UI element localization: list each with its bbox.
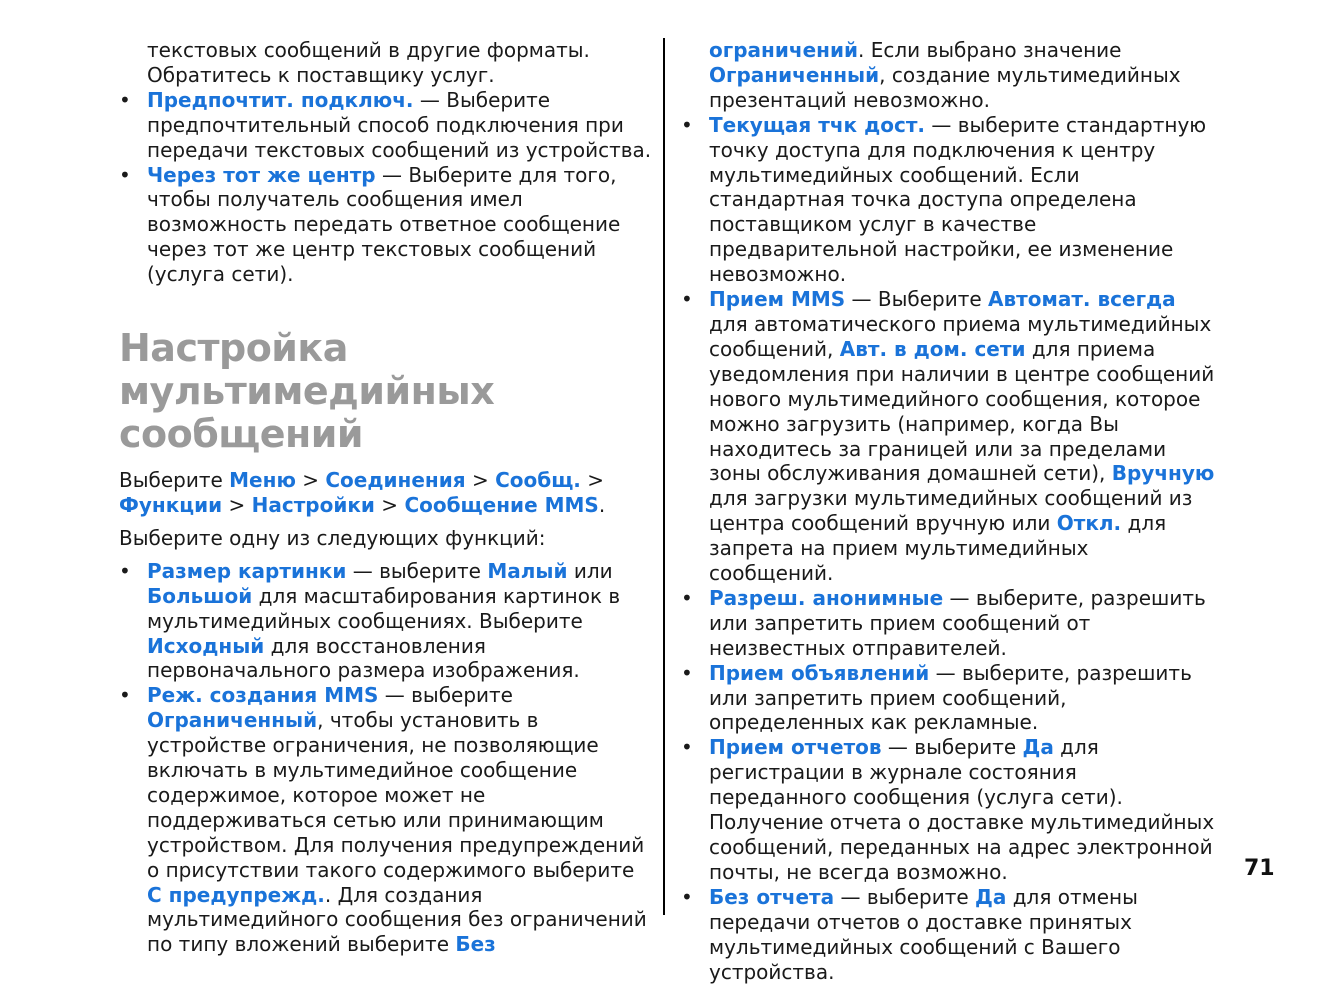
- option-description: . Для создания мультимедийного сообщения без ограничений по типу вложений выберите: [147, 882, 647, 957]
- option-term: Без отчета: [709, 884, 835, 909]
- option-value: Большой: [147, 583, 253, 608]
- option-description: для загрузки мультимедийных сообщений из центра сообщений вручную или: [709, 486, 1193, 536]
- intro-text: Выберите одну из следующих функций:: [119, 525, 546, 550]
- path-separator: >: [465, 468, 496, 493]
- option-description: — выберите стандартную точку доступа для подключения к центру мультимедийных сообщений. Если стандартная точка доступа определена поставщиком услуг в качестве предварительной настройки, ее изменение невозможно.: [709, 112, 1207, 287]
- option-value: Автомат. всегда: [988, 287, 1176, 312]
- path-separator: >: [222, 492, 252, 517]
- list-item: [119, 88, 654, 163]
- option-description: для восстановления первоначального размера изображения.: [147, 633, 580, 683]
- page-number: 71: [1244, 856, 1275, 881]
- option-term: Реж. создания MMS: [147, 683, 379, 708]
- list-item: [681, 885, 1216, 984]
- option-value: Ограниченный: [147, 708, 318, 733]
- option-description: для запрета на прием мультимедийных сообщений.: [709, 511, 1167, 586]
- option-description: для отмены передачи отчетов о доставке принятых мультимедийных сообщений с Вашего устройства.: [709, 884, 1138, 984]
- list-item: [681, 661, 1216, 736]
- option-term: Прием MMS: [709, 287, 846, 312]
- continuation-text: текстовых сообщений в другие форматы. Обратитесь к поставщику услуг.: [147, 38, 590, 87]
- option-description: , чтобы установить в устройстве ограничения, не позволяющие включать в мультимедийное сообщение содержимое, которое может не поддерживаться сетью или принимающим устройством. Для получения предупреждений о присутствии такого содержимого выберите: [147, 708, 645, 882]
- menu-path: [119, 468, 654, 518]
- option-term: Через тот же центр: [147, 162, 376, 187]
- option-description: — выберите: [881, 735, 1023, 760]
- path-item-messages: Сообщ.: [495, 468, 581, 493]
- mms-settings-list: [119, 559, 654, 958]
- option-description: для приема уведомления при наличии в центре сообщений нового мультимедийного сообщения, которое можно загрузить (например, когда Вы находитесь за границей или за пределами зоны обслуживания домашней сети),: [709, 336, 1215, 486]
- option-description: — выберите, разрешить или запретить прием сообщений от неизвестных отправителей.: [709, 585, 1206, 660]
- path-prefix: Выберите: [119, 468, 230, 493]
- path-item-connections: Соединения: [325, 468, 466, 493]
- option-description: для регистрации в журнале состояния переданного сообщения (услуга сети). Получение отчета о доставке мультимедийных сообщений, переданных на адрес электронной почты, не всегда возможно.: [709, 735, 1215, 884]
- list-item: [681, 586, 1216, 661]
- option-description: — выберите: [346, 558, 488, 583]
- path-suffix: .: [598, 492, 606, 517]
- path-separator: >: [295, 468, 326, 493]
- option-description: или: [567, 558, 613, 583]
- list-item: [681, 113, 1216, 287]
- option-value: Исходный: [147, 633, 265, 658]
- option-value: ограничений: [709, 38, 858, 62]
- section-heading: Настройка мультимедийных сообщений: [119, 326, 495, 457]
- path-item-settings: Настройки: [251, 492, 375, 517]
- option-value: Вручную: [1111, 461, 1215, 486]
- option-term: Прием объявлений: [709, 660, 930, 685]
- column-divider: [663, 38, 665, 915]
- path-item-menu: Меню: [229, 468, 296, 493]
- option-value: Малый: [487, 558, 568, 583]
- top-bullet-list: [119, 88, 654, 287]
- path-separator: >: [580, 468, 605, 493]
- option-value: Откл.: [1056, 511, 1122, 536]
- list-item: [681, 735, 1216, 884]
- list-item: [119, 163, 654, 288]
- option-description: , создание мультимедийных презентаций невозможно.: [709, 62, 1181, 112]
- option-term: Предпочтит. подключ.: [147, 87, 414, 112]
- option-term: Текущая тчк дост.: [709, 112, 926, 137]
- option-description: . Если выбрано значение: [857, 38, 1122, 62]
- right-column: [681, 38, 1216, 984]
- option-term: Прием отчетов: [709, 735, 882, 760]
- option-value: Без: [455, 932, 496, 957]
- list-item: [119, 683, 654, 957]
- option-value: Да: [1022, 735, 1054, 760]
- option-description: для масштабирования картинок в мультимедийных сообщениях. Выберите: [147, 583, 621, 633]
- path-item-functions: Функции: [119, 492, 223, 517]
- option-description: — выберите, разрешить или запретить прием сообщений, определенных как рекламные.: [709, 660, 1192, 735]
- option-description: — Выберите: [845, 287, 989, 312]
- option-term: Размер картинки: [147, 558, 347, 583]
- option-description: — выберите: [378, 683, 513, 708]
- path-separator: >: [374, 492, 405, 517]
- option-value: Да: [975, 884, 1007, 909]
- option-description: — Выберите для того, чтобы получатель сообщения имел возможность передать ответное сообщение через тот же центр текстовых сообщений (услуга сети).: [147, 162, 621, 287]
- path-item-mms: Сообщение MMS: [404, 492, 599, 517]
- option-value: Авт. в дом. сети: [839, 336, 1026, 361]
- option-description: для автоматического приема мультимедийных сообщений,: [709, 311, 1212, 361]
- continuation-text: [681, 38, 1216, 113]
- option-description: — выберите: [834, 884, 976, 909]
- mms-settings-list-continued: [681, 113, 1216, 984]
- list-item: [119, 559, 654, 684]
- list-item: [681, 287, 1216, 586]
- option-value: Ограниченный: [709, 62, 880, 87]
- left-column: [119, 38, 654, 957]
- option-description: — Выберите предпочтительный способ подключения при передачи текстовых сообщений из устройства.: [147, 87, 652, 162]
- option-value: С предупрежд.: [147, 882, 325, 907]
- option-term: Разреш. анонимные: [709, 585, 944, 610]
